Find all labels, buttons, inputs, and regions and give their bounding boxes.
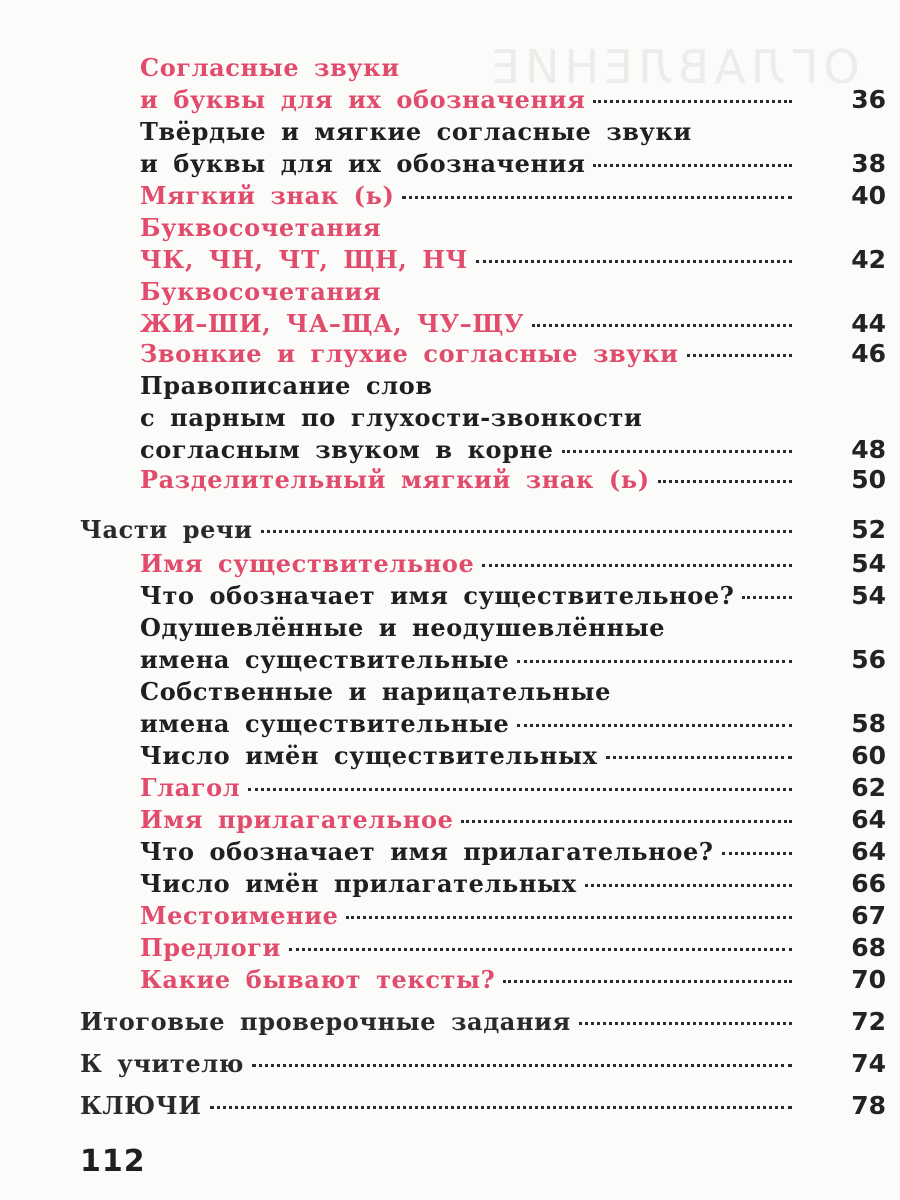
toc-page-number: 56 — [851, 645, 886, 674]
toc-entry-title-line — [140, 338, 800, 370]
toc-entry-title-line — [140, 932, 800, 964]
toc-entry-text: ЧК, ЧН, ЧТ, ЩН, НЧ — [140, 245, 469, 274]
toc-entry-title-line — [80, 1048, 800, 1080]
dot-leader — [722, 852, 793, 855]
toc-page-number: 44 — [851, 309, 886, 338]
toc-entry-title-line-continued: Согласные звуки — [140, 53, 400, 82]
toc-entry-title-line — [140, 644, 800, 676]
toc-entry-title-line-continued: Буквосочетания — [140, 213, 382, 242]
toc-entry-text: имена существительные — [140, 645, 510, 674]
toc-page-number: 66 — [851, 869, 886, 898]
toc-entry-text: Части речи — [80, 515, 253, 544]
dot-leader — [593, 164, 792, 167]
toc-entry-title-line-continued: Твёрдые и мягкие согласные звуки — [140, 117, 692, 146]
toc-entry-text: Местоимение — [140, 901, 339, 930]
toc-entry-text: ЖИ–ШИ, ЧА–ЩА, ЧУ–ЩУ — [140, 309, 525, 338]
dot-leader — [606, 756, 792, 759]
toc-entry-text: Какие бывают тексты? — [140, 965, 496, 994]
toc-entry-title-line — [140, 900, 800, 932]
toc-page-number: 40 — [851, 181, 886, 210]
toc-entry-title-line — [140, 464, 800, 496]
toc-page-number: 36 — [851, 85, 886, 114]
dot-leader — [687, 354, 792, 357]
toc-entry-text: К учителю — [80, 1049, 244, 1078]
toc-entry-text: Итоговые проверочные задания — [80, 1007, 571, 1036]
toc-entry-text: Что обозначает имя существительное? — [140, 581, 735, 610]
toc-entry-title-line — [80, 1090, 800, 1122]
toc-page-number: 70 — [851, 965, 886, 994]
page-number: 112 — [80, 1144, 146, 1179]
toc-page-number: 38 — [851, 149, 886, 178]
dot-leader — [252, 1064, 792, 1067]
toc-page-number: 67 — [851, 901, 886, 930]
dot-leader — [210, 1106, 792, 1109]
toc-entry-title-line-continued: Правописание слов — [140, 371, 433, 400]
toc-entry-text: Число имён существительных — [140, 741, 598, 770]
toc-entry-text: Число имён прилагательных — [140, 869, 577, 898]
bleed-through-heading: ОГЛАВЛЕНИЕ — [486, 40, 860, 94]
toc-entry-title-line — [140, 708, 800, 740]
toc-entry-title-line — [80, 1006, 800, 1038]
toc-page-number: 54 — [851, 549, 886, 578]
toc-entry-title-line — [140, 740, 800, 772]
toc-entry-title-line — [140, 308, 800, 340]
toc-page-number: 78 — [851, 1091, 886, 1120]
toc-page-number: 58 — [851, 709, 886, 738]
toc-entry-title-line-continued: с парным по глухости-звонкости — [140, 403, 643, 432]
dot-leader — [517, 660, 792, 663]
dot-leader — [579, 1022, 792, 1025]
dot-leader — [461, 820, 792, 823]
toc-page-number: 64 — [851, 805, 886, 834]
toc-page-number: 60 — [851, 741, 886, 770]
dot-leader — [248, 788, 792, 791]
toc-page-number: 46 — [851, 339, 886, 368]
toc-entry-text: КЛЮЧИ — [80, 1091, 202, 1120]
toc-entry-title-line-continued: Буквосочетания — [140, 277, 382, 306]
toc-entry-title-line — [140, 84, 800, 116]
toc-entry-title-line — [140, 804, 800, 836]
toc-page-number: 50 — [851, 465, 886, 494]
dot-leader — [289, 948, 792, 951]
toc-entry-text: Звонкие и глухие согласные звуки — [140, 339, 679, 368]
toc-entry-title-line-continued: Собственные и нарицательные — [140, 677, 611, 706]
toc-entry-text: и буквы для их обозначения — [140, 85, 586, 114]
toc-page-number: 42 — [851, 245, 886, 274]
toc-entry-text: Мягкий знак (ь) — [140, 181, 395, 210]
dot-leader — [346, 916, 792, 919]
toc-entry-title-line-continued: Одушевлённые и неодушевлённые — [140, 613, 666, 642]
toc-page-number: 68 — [851, 933, 886, 962]
toc-page-number: 62 — [851, 773, 886, 802]
dot-leader — [482, 564, 792, 567]
dot-leader — [593, 100, 792, 103]
toc-entry-title-line — [140, 148, 800, 180]
dot-leader — [517, 724, 792, 727]
dot-leader — [402, 196, 792, 199]
dot-leader — [562, 450, 792, 453]
dot-leader — [658, 480, 792, 483]
toc-page-number: 64 — [851, 837, 886, 866]
toc-entry-text: Разделительный мягкий знак (ь) — [140, 465, 650, 494]
toc-entry-title-line — [140, 868, 800, 900]
toc-entry-text: Имя существительное — [140, 549, 475, 578]
toc-entry-text: Что обозначает имя прилагательное? — [140, 837, 714, 866]
toc-entry-title-line — [80, 514, 800, 546]
toc-entry-text: согласным звуком в корне — [140, 435, 554, 464]
toc-page-number: 54 — [851, 581, 886, 610]
dot-leader — [476, 260, 792, 263]
dot-leader — [261, 530, 792, 533]
toc-entry-text: Предлоги — [140, 933, 281, 962]
dot-leader — [503, 980, 792, 983]
toc-entry-title-line — [140, 548, 800, 580]
dot-leader — [742, 596, 792, 599]
toc-entry-title-line — [140, 964, 800, 996]
dot-leader — [585, 884, 792, 887]
toc-entry-text: Имя прилагательное — [140, 805, 454, 834]
toc-entry-text: и буквы для их обозначения — [140, 149, 586, 178]
toc-page-number: 52 — [851, 515, 886, 544]
toc-entry-title-line — [140, 836, 800, 868]
toc-page-number: 72 — [851, 1007, 886, 1036]
toc-page-number: 48 — [851, 435, 886, 464]
toc-page-number: 74 — [851, 1049, 886, 1078]
toc-entry-title-line — [140, 180, 800, 212]
toc-entry-title-line — [140, 434, 800, 466]
toc-entry-text: Глагол — [140, 773, 241, 802]
toc-entry-title-line — [140, 244, 800, 276]
toc-entry-title-line — [140, 580, 800, 612]
toc-entry-text: имена существительные — [140, 709, 510, 738]
dot-leader — [532, 324, 792, 327]
toc-entry-title-line — [140, 772, 800, 804]
